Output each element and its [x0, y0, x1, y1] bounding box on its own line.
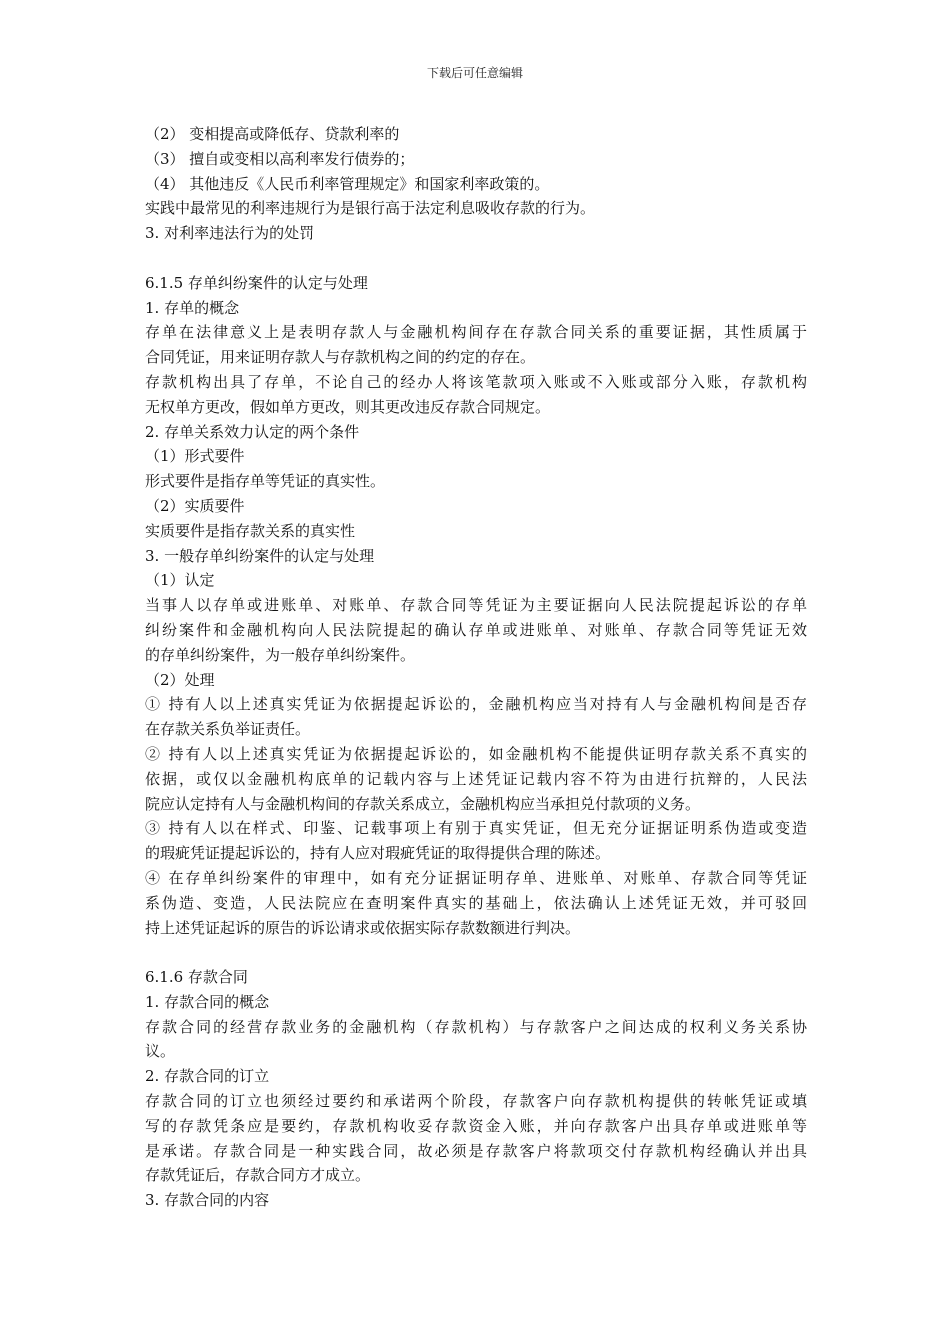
text-line: 2. 存款合同的订立 [145, 1067, 270, 1086]
document-body [145, 122, 807, 1213]
text-line: 1. 存单的概念 [145, 298, 240, 317]
text-line: 在存款关系负举证责任。 [145, 720, 311, 739]
text-line: 的存单纠纷案件，为一般存单纠纷案件。 [145, 645, 416, 664]
text-line: 存款机构出具了存单，不论自己的经办人将该笔款项入账或不入账或部分入账，存款机构 [145, 372, 807, 391]
blank-line [145, 940, 807, 965]
text-line: 是承诺。存款合同是一种实践合同，故必须是存款客户将款项交付存款机构经确认并出具 [145, 1141, 807, 1160]
text-line: （1）形式要件 [145, 447, 245, 466]
text-line: （2）实质要件 [145, 496, 245, 515]
text-line: （2） 变相提高或降低存、贷款利率的 [145, 125, 400, 143]
text-line: 无权单方更改，假如单方更改，则其更改违反存款合同规定。 [145, 397, 551, 416]
text-line: 存单在法律意义上是表明存款人与金融机构间存在存款合同关系的重要证据，其性质属于 [145, 323, 807, 342]
text-line: 形式要件是指存单等凭证的真实性。 [145, 472, 386, 491]
blank-line [145, 246, 807, 271]
text-line: 写的存款凭条应是要约，存款机构收妥存款资金入账，并向存款客户出具存单或进账单等 [145, 1116, 807, 1135]
text-line: 实践中最常见的利率违规行为是银行高于法定利息吸收存款的行为。 [145, 199, 596, 218]
text-line: 实质要件是指存款关系的真实性 [145, 521, 356, 540]
text-line: 持上述凭证起诉的原告的诉讼请求或依据实际存款数额进行判决。 [145, 918, 581, 937]
text-line: 存款合同的订立也须经过要约和承诺两个阶段，存款客户向存款机构提供的转帐凭证或填 [145, 1092, 807, 1111]
text-line: 合同凭证，用来证明存款人与存款机构之间的约定的存在。 [145, 348, 536, 367]
text-line: 依据，或仅以金融机构底单的记载内容与上述凭证记载内容不符为由进行抗辩的，人民法 [145, 769, 807, 788]
text-line: （2）处理 [145, 670, 215, 689]
text-line: 的瑕疵凭证提起诉讼的，持有人应对瑕疵凭证的取得提供合理的陈述。 [145, 844, 611, 863]
text-line: 3. 存款合同的内容 [145, 1191, 270, 1210]
text-line: 纠纷案件和金融机构向人民法院提起的确认存单或进账单、对账单、存款合同等凭证无效 [145, 620, 807, 639]
text-line: 3. 一般存单纠纷案件的认定与处理 [145, 546, 375, 565]
text-line: 1. 存款合同的概念 [145, 992, 270, 1011]
text-line: 3. 对利率违法行为的处罚 [145, 224, 315, 243]
text-line: ② 持有人以上述真实凭证为依据提起诉讼的，如金融机构不能提供证明存款关系不真实的 [145, 744, 807, 763]
text-line: 当事人以存单或进账单、对账单、存款合同等凭证为主要证据向人民法院提起诉讼的存单 [145, 596, 807, 615]
page-header: 下载后可任意编辑 [426, 66, 523, 80]
text-line: 存款凭证后，存款合同方才成立。 [145, 1166, 371, 1185]
text-line: 存款合同的经营存款业务的金融机构（存款机构）与存款客户之间达成的权利义务关系协 [145, 1017, 807, 1036]
text-line: 6.1.6 存款合同 [145, 968, 248, 987]
text-line: 2. 存单关系效力认定的两个条件 [145, 422, 360, 441]
text-line: 6.1.5 存单纠纷案件的认定与处理 [145, 273, 368, 292]
text-line: （1）认定 [145, 571, 215, 590]
text-line: ③ 持有人以在样式、印鉴、记载事项上有别于真实凭证，但无充分证据证明系伪造或变造 [145, 819, 807, 838]
text-line: 议。 [145, 1042, 176, 1061]
text-line: （3） 擅自或变相以高利率发行债券的； [145, 149, 415, 168]
text-line: ① 持有人以上述真实凭证为依据提起诉讼的，金融机构应当对持有人与金融机构间是否存 [145, 695, 807, 714]
text-line: ④ 在存单纠纷案件的审理中，如有充分证据证明存单、进账单、对账单、存款合同等凭证 [145, 868, 807, 887]
text-line: 系伪造、变造，人民法院应在查明案件真实的基础上，依法确认上述凭证无效，并可驳回 [145, 893, 807, 912]
text-line: 院应认定持有人与金融机构间的存款关系成立，金融机构应当承担兑付款项的义务。 [145, 794, 701, 813]
text-line: （4） 其他违反《人民币利率管理规定》和国家利率政策的。 [145, 174, 550, 193]
